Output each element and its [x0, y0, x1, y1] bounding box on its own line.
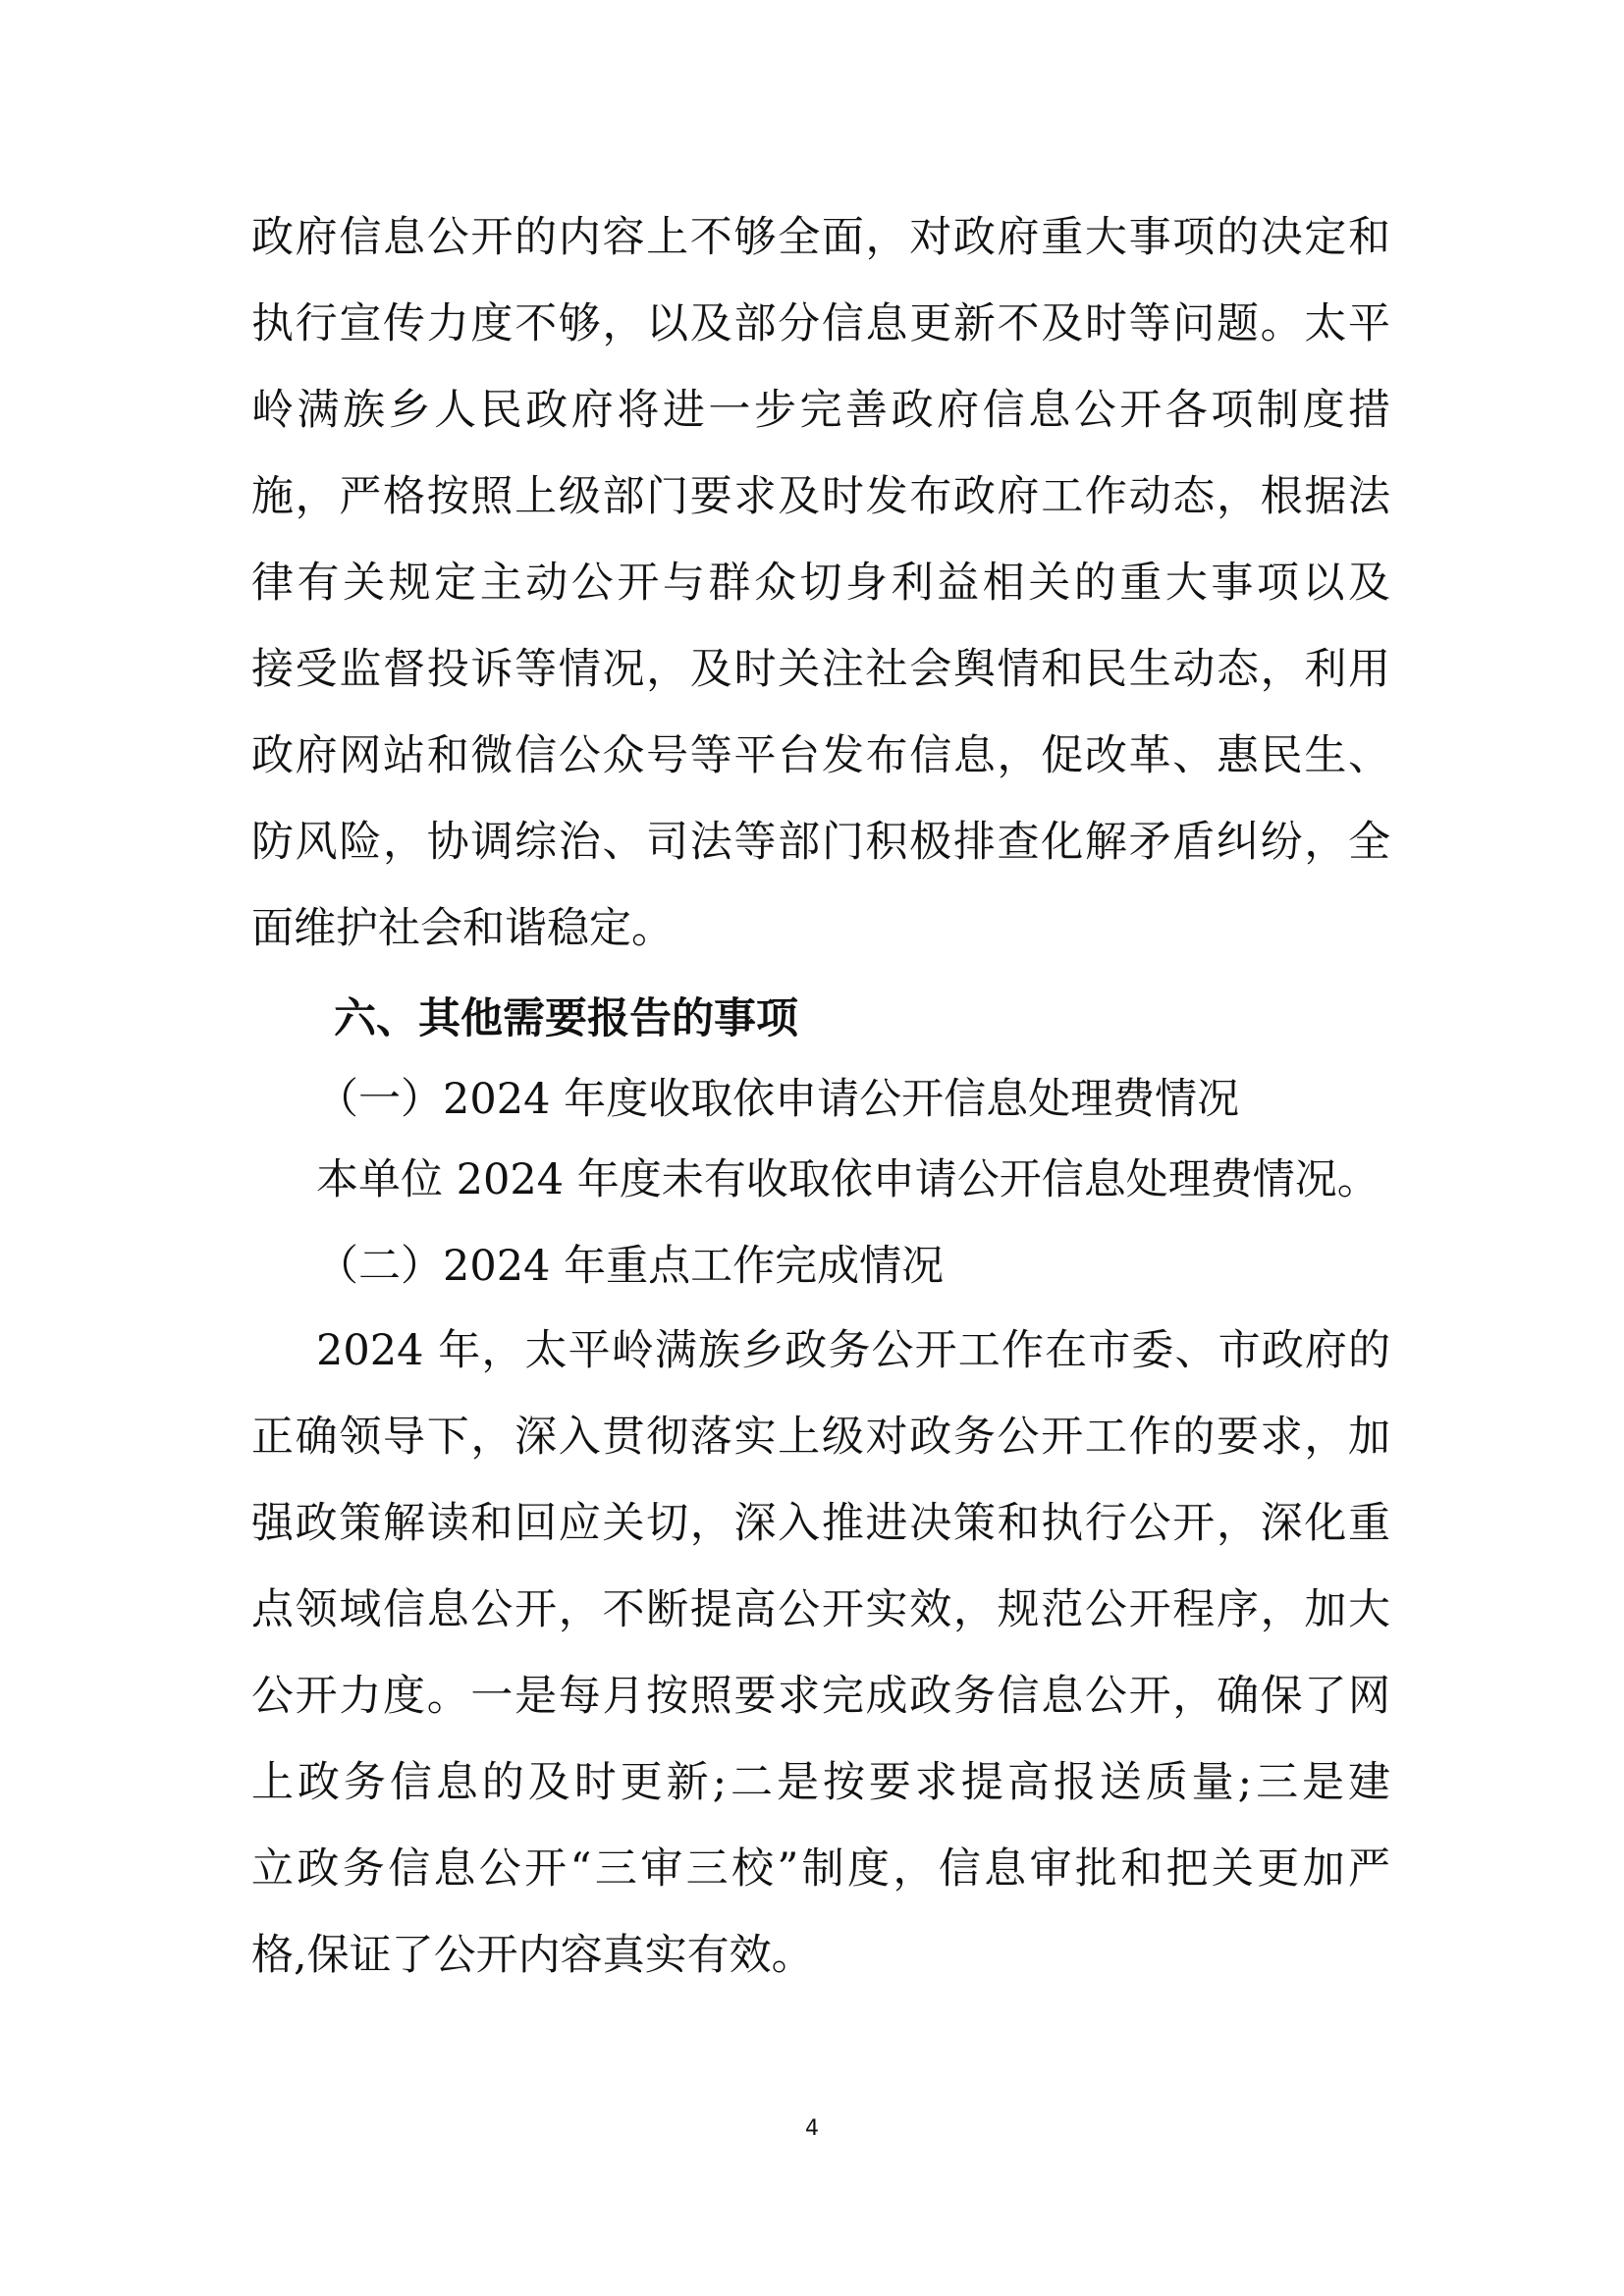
text-line: 政府信息公开的内容上不够全面，对政府重大事项的决定和: [251, 213, 1390, 262]
subsection-body: 本单位 2024 年度未有收取依申请公开信息处理费情况。: [316, 1155, 1380, 1204]
text-line: 强政策解读和回应关切，深入推进决策和执行公开，深化重: [251, 1499, 1390, 1548]
text-line: 2024 年，太平岭满族乡政务公开工作在市委、市政府的: [316, 1326, 1390, 1375]
text-line: 岭满族乡人民政府将进一步完善政府信息公开各项制度措: [251, 386, 1390, 435]
section-heading: 六、其他需要报告的事项: [334, 994, 798, 1043]
page-number: 4: [805, 2116, 819, 2141]
text-line: 立政务信息公开“三审三校”制度，信息审批和把关更加严: [251, 1844, 1390, 1894]
text-line: 正确领导下，深入贯彻落实上级对政务公开工作的要求，加: [251, 1413, 1390, 1462]
text-line: 防风险，协调综治、司法等部门积极排查化解矛盾纠纷，全: [251, 818, 1390, 867]
text-line: 施，严格按照上级部门要求及时发布政府工作动态，根据法: [251, 472, 1390, 521]
text-line: 执行宣传力度不够，以及部分信息更新不及时等问题。太平: [251, 299, 1390, 348]
text-line: 面维护社会和谐稳定。: [251, 904, 674, 953]
text-line: 接受监督投诉等情况，及时关注社会舆情和民生动态，利用: [251, 645, 1390, 694]
text-line: 格,保证了公开内容真实有效。: [251, 1931, 814, 1980]
text-line: 政府网站和微信公众号等平台发布信息，促改革、惠民生、: [251, 731, 1390, 780]
subsection-title: （一）2024 年度收取依申请公开信息处理费情况: [316, 1075, 1240, 1124]
text-line: 律有关规定主动公开与群众切身利益相关的重大事项以及: [251, 559, 1390, 608]
text-line: 上政务信息的及时更新;二是按要求提高报送质量;三是建: [251, 1758, 1390, 1807]
subsection-title: （二）2024 年重点工作完成情况: [316, 1242, 945, 1291]
text-line: 点领域信息公开，不断提高公开实效，规范公开程序，加大: [251, 1585, 1390, 1634]
text-line: 公开力度。一是每月按照要求完成政务信息公开，确保了网: [251, 1672, 1390, 1721]
